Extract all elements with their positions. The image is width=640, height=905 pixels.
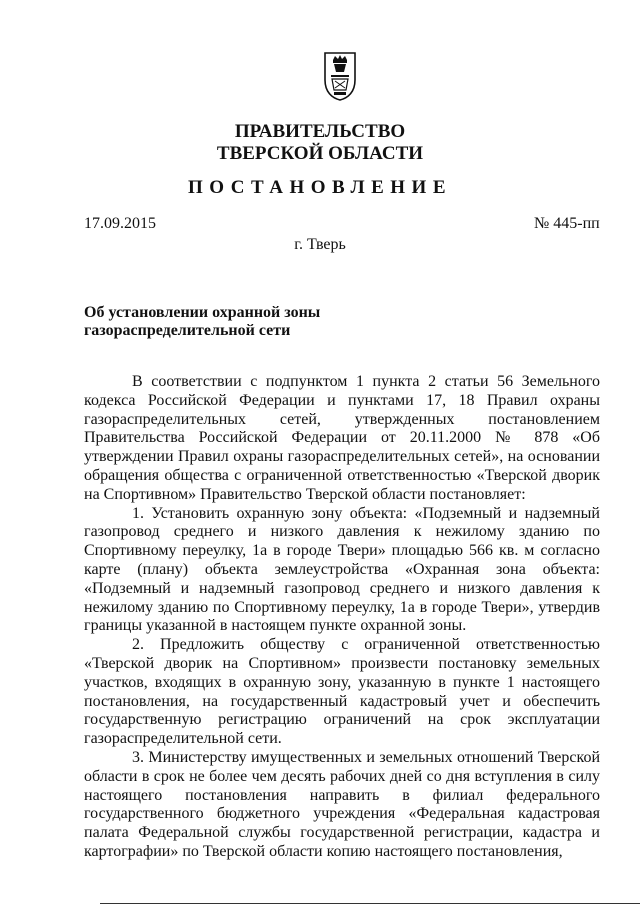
document-body (84, 373, 600, 862)
emblem-icon (322, 50, 358, 102)
organization-name (0, 121, 640, 165)
paragraph-preamble: В соответствии с подпунктом 1 пункта 2 статьи 56 Земельного кодекса Российской Федерации и пунктами 17, 18 Правил охраны газораспределительных сетей, утвержденных постановлением Правительства Российской Федерации от 20.11.2000 № 878 «Об утверждении Правил охраны газораспределительных сетей», на основании обращения общества с ограниченной ответственностью «Тверской дворик на Спортивном» Правительство Тверской области постановляет: (84, 373, 600, 503)
document-subject (84, 304, 384, 340)
paragraph-item-3: 3. Министерству имущественных и земельных отношений Тверской области в срок не более чем десять рабочих дней со дня вступления в силу настоящего постановления направить в филиал федерального государственного бюджетного учреждения «Федеральная кадастровая палата Федеральной службы государственной регистрации, кадастра и картографии» по Тверской области копию настоящего постановления, (84, 748, 600, 860)
document-city: г. Тверь (294, 236, 346, 253)
paragraph-item-1: 1. Установить охранную зону объекта: «Подземный и надземный газопровод среднего и низкого давления к нежилому зданию по Спортивному переулку, 1а в городе Твери» площадью 566 кв. м согласно карте (плану) объекта землеустройства «Охранная зона объекта: «Подземный и надземный газопровод среднего и низкого давления к нежилому зданию по Спортивному переулку, 1а в городе Твери», утвердив границы указанной в настоящем пункте охранной зоны. (84, 504, 600, 635)
org-line-2: ТВЕРСКОЙ ОБЛАСТИ (216, 143, 424, 164)
document-date: 17.09.2015 (84, 215, 156, 232)
document-number: № 445-пп (534, 215, 600, 232)
document-type: ПОСТАНОВЛЕНИЕ (187, 177, 453, 198)
subject-line-2: газораспределительной сети (84, 322, 291, 339)
org-line-1: ПРАВИТЕЛЬСТВО (234, 121, 406, 142)
page-bottom-edge (100, 903, 640, 904)
paragraph-item-2: 2. Предложить обществу с ограниченной ответственностью «Тверской дворик на Спортивном» произвести постановку земельных участков, входящих в охранную зону, указанную в пункте 1 настоящего постановления, на государственный кадастровый учет и обеспечить государственную регистрацию ограничений на срок эксплуатации газораспределительной сети. (84, 636, 600, 748)
subject-line-1: Об установлении охранной зоны (84, 304, 321, 321)
